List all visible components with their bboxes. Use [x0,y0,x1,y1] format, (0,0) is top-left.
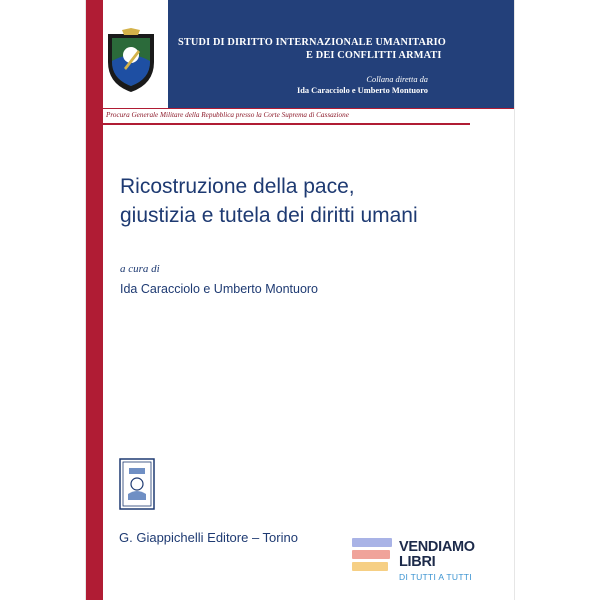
cover-red-spine-bar [86,0,103,600]
procura-divider-bottom [103,123,470,125]
logo-stripe-pink [352,550,390,559]
series-title-line2: E DEI CONFLITTI ARMATI [306,50,442,61]
collana-label: Collana diretta da [366,75,428,84]
logo-stripe-orange [352,562,388,571]
book-title-line1: Ricostruzione della pace, [120,175,355,198]
logo-stripe-blue [352,538,392,547]
curatori-label: a cura di [120,263,160,275]
badge-tagline: DI TUTTI A TUTTI [399,572,472,582]
book-title-line2: giustizia e tutela dei diritti umani [120,204,418,227]
curatori-names: Ida Caracciolo e Umberto Montuoro [120,282,319,296]
procura-text: Procura Generale Militare della Repubblica presso la Corte Suprema di Cassazione [106,111,349,119]
series-title [178,36,508,62]
series-editors [178,74,428,96]
series-title-line1: STUDI DI DIRITTO INTERNAZIONALE UMANITARIO [178,37,446,48]
military-shield-emblem-icon [104,28,158,94]
publisher-logo-icon [119,458,155,510]
procura-divider-top [103,108,514,109]
badge-line2: LIBRI [399,554,436,570]
vendiamo-libri-logo-stripes [352,538,394,588]
vendiamo-libri-logo-text [399,540,475,582]
badge-line1: VENDIAMO [399,539,475,555]
book-title [120,172,510,230]
publisher-imprint: G. Giappichelli Editore – Torino [119,530,298,545]
collana-editors: Ida Caracciolo e Umberto Montuoro [296,86,428,95]
